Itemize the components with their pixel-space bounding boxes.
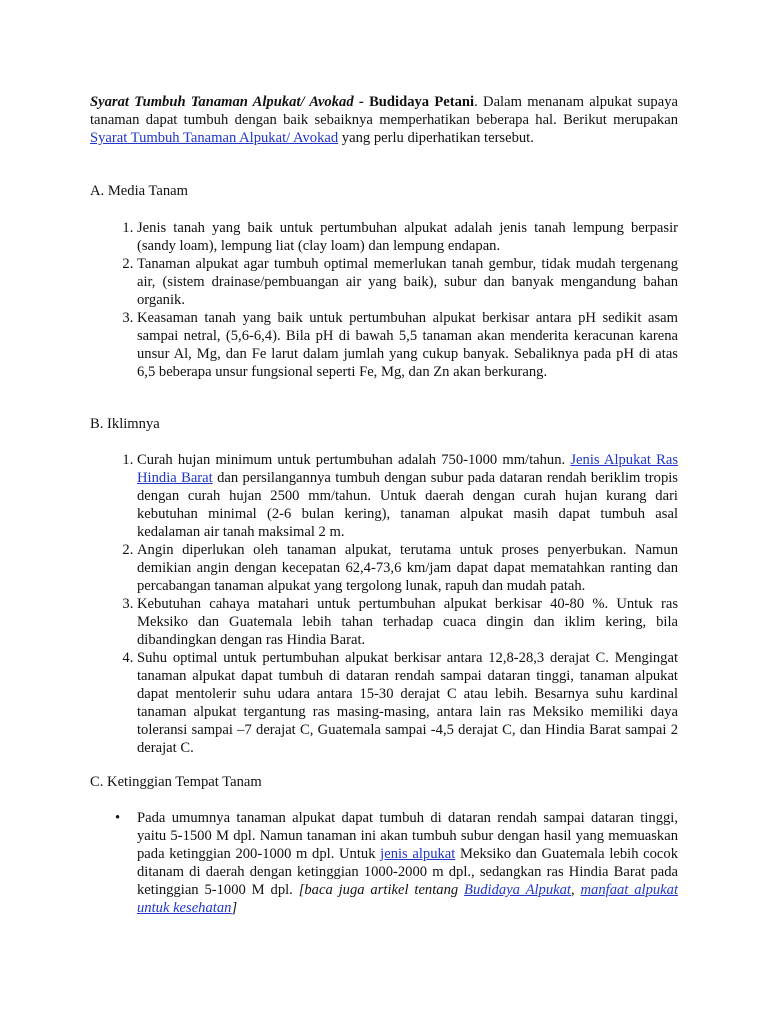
intro-title: Syarat Tumbuh Tanaman Alpukat/ Avokad [90, 94, 354, 110]
section-a-item-3: 3. Keasaman tanah yang baik untuk pertumbuhan alpukat berkisar antara pH sedikit asam sampai netral, (5,6-6,4). Bila pH di bawah 5,5 tanaman akan menderita keracunan karena unsur Al, Mg, dan Fe larut dalam jumlah yang cukup banyak. Sebaliknya pada pH di atas 6,5 beberapa unsur fungsional seperti Fe, Mg, dan Zn akan berkurang. [137, 309, 678, 381]
section-b-item-1-post: dan persilangannya tumbuh dengan subur pada dataran rendah beriklim tropis dengan curah hujan 2500 mm/tahun. Untuk daerah dengan curah hujan kurang dari kebutuhan minimal (2-6 bulan kering), tanaman alpukat masih dapat tumbuh asal kedalaman air tanah maksimal 2 m. [137, 470, 678, 540]
section-a-list [90, 219, 678, 381]
section-b-heading: B. Iklimnya [90, 416, 160, 432]
bullet-icon: • [115, 810, 121, 826]
intro-text-2: yang perlu diperhatikan tersebut. [338, 130, 534, 146]
manfaat-alpukat-link[interactable]: manfaat alpukat untuk kesehatan [137, 882, 678, 916]
intro-paragraph [90, 93, 678, 147]
section-c-list [90, 809, 678, 917]
section-b-item-4: 4. Suhu optimal untuk pertumbuhan alpukat berkisar antara 12,8-28,3 derajat C. Mengingat tanaman alpukat dapat tumbuh di dataran rendah sampai dataran tinggi, tanaman alpukat dapat mentolerir suhu udara antara 15-30 derajat C atau lebih. Besarnya suhu kardinal tanaman alpukat tergantung ras masing-masing, antara lain ras Meksiko memiliki daya toleransi sampai –7 derajat C, Guatemala sampai -4,5 derajat C, dan Hindia Barat sampai 2 derajat C. [137, 649, 678, 757]
section-b-item-3: 3. Kebutuhan cahaya matahari untuk pertumbuhan alpukat berkisar 40-80 %. Untuk ras Meksiko dan Guatemala lebih tahan terhadap cuaca dingin dan iklim kering, bila dibandingkan dengan ras Hindia Barat. [137, 595, 678, 649]
intro-dash: - [353, 94, 370, 110]
section-c-heading: C. Ketinggian Tempat Tanam [90, 774, 262, 790]
section-b-item-1 [137, 451, 678, 541]
section-a-heading: A. Media Tanam [90, 183, 189, 199]
section-b-item-2: 2. Angin diperlukan oleh tanaman alpukat, terutama untuk proses penyerbukan. Namun demikian angin dengan kecepatan 62,4-73,6 km/jam dapat dapat mematahkan ranting dan percabangan tanaman alpukat yang tergolong lunak, rapuh dan mudah patah. [137, 541, 678, 595]
intro-site-name: Budidaya Petani [369, 94, 475, 110]
section-a-item-2: 2. Tanaman alpukat agar tumbuh optimal memerlukan tanah gembur, tidak mudah tergenang air, (sistem drainase/pembuangan air yang baik), subur dan banyak mengandung bahan organik. [137, 255, 678, 309]
jenis-alpukat-link[interactable]: jenis alpukat [380, 846, 456, 862]
section-c-item-1 [115, 809, 678, 917]
section-a-item-1: 1. Jenis tanah yang baik untuk pertumbuhan alpukat adalah jenis tanah lempung berpasir (sandy loam), lempung liat (clay loam) dan lempung endapan. [137, 219, 678, 255]
section-c-text-2: Meksiko dan Guatemala lebih cocok ditanam di daerah dengan ketinggian 1000-2000 m dpl., sedangkan ras Hindia Barat pada ketinggian 5-1000 M dpl. [137, 846, 678, 898]
budidaya-alpukat-link[interactable]: Budidaya Alpukat [464, 882, 571, 898]
section-c-text-1: Pada umumnya tanaman alpukat dapat tumbuh di dataran rendah sampai dataran tinggi, yaitu 5-1500 M dpl. Namun tanaman ini akan tumbuh subur dengan hasil yang memuaskan pada ketinggian 200-1000 m dpl. Untuk [137, 810, 678, 862]
section-c-comma: , [570, 882, 581, 898]
intro-link[interactable]: Syarat Tumbuh Tanaman Alpukat/ Avokad [90, 130, 339, 146]
section-b-list [90, 451, 678, 757]
intro-text-1: . Dalam menanam alpukat supaya tanaman dapat tumbuh dengan baik sebaiknya memperhatikan beberapa hal. Berikut merupakan [90, 94, 678, 128]
section-b-item-1-pre: Curah hujan minimum untuk pertumbuhan adalah 750-1000 mm/tahun. [137, 452, 571, 468]
section-c-close-bracket: ] [231, 900, 238, 916]
jenis-alpukat-ras-hindia-barat-link[interactable]: Jenis Alpukat Ras Hindia Barat [137, 452, 679, 486]
section-c-italic-pre: [baca juga artikel tentang [298, 882, 465, 898]
